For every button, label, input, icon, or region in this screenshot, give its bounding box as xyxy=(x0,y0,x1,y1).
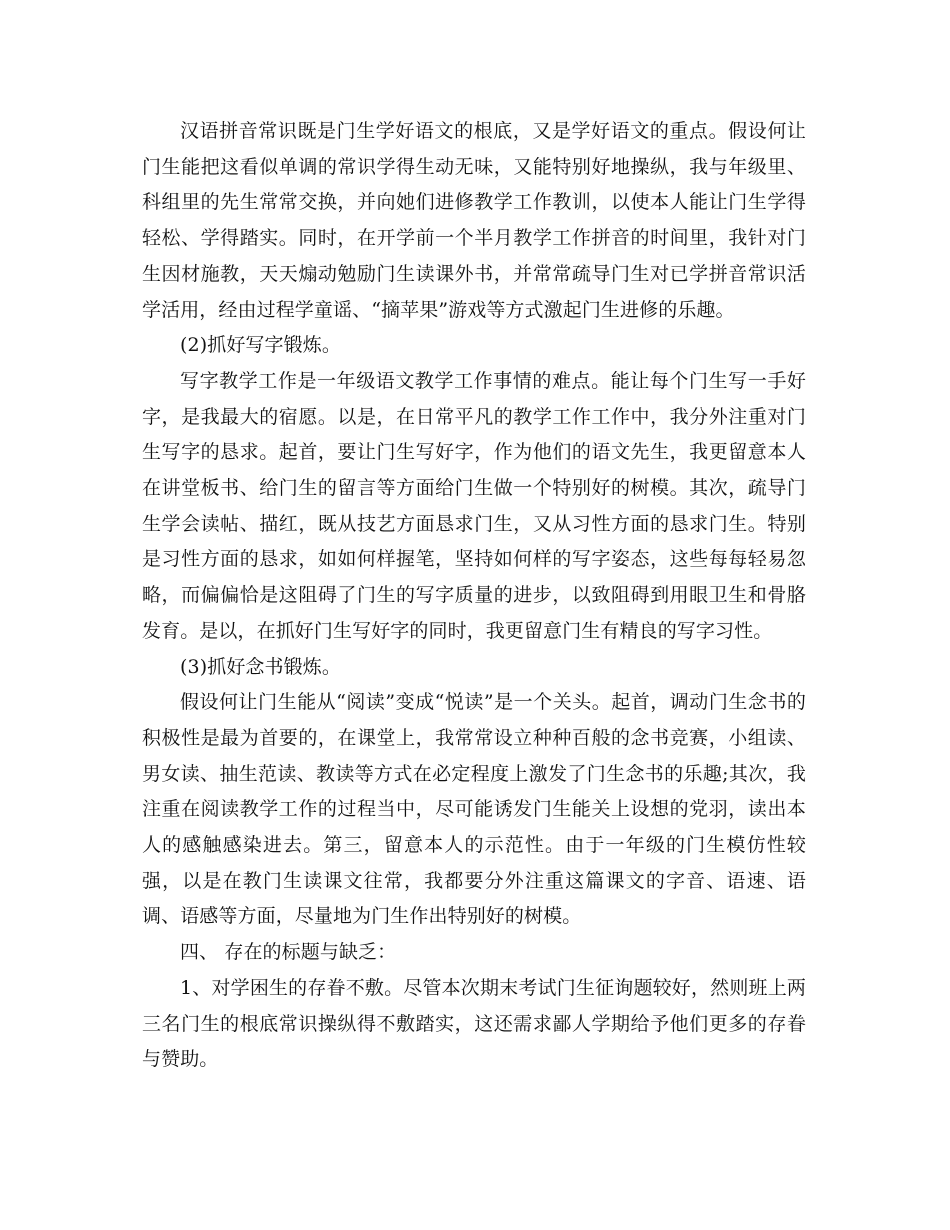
heading-problems: 四、 存在的标题与缺乏： xyxy=(180,941,397,964)
paragraph-pinyin: 汉语拼音常识既是门生学好语文的根底，又是学好语文的重点。假设何让门生能把这看似单调的常识学得生动无味，又能特别好地操纵，我与年级里、科组里的先生常常交换，并向她们进修教学工作教训，以使本人能让门生学得轻松、学得踏实。同时，在开学前一个半月教学工作拼音的时间里，我针对门生因材施教，天天煽动勉励门生读课外书，并常常疏导门生对已学拼音常识活学活用，经由过程学童谣、“摘苹果”游戏等方式激起门生进修的乐趣。 xyxy=(142,120,806,321)
document-body xyxy=(142,114,806,1078)
heading-reading-practice: (3)抓好念书锻炼。 xyxy=(180,655,341,678)
paragraph-problem-1: 1、对学困生的存眷不敷。尽管本次期末考试门生征询题较好，然则班上两三名门生的根底常识操纵得不敷踏实，这还需求鄙人学期给予他们更多的存眷与赞助。 xyxy=(142,976,806,1071)
paragraph-reading: 假设何让门生能从“阅读”变成“悦读”是一个关头。起首，调动门生念书的积极性是最为首要的，在课堂上，我常常设立种种百般的念书竞赛，小组读、男女读、抽生范读、教读等方式在必定程度上激发了门生念书的乐趣;其次，我注重在阅读教学工作的过程当中，尽可能诱发门生能关上设想的党羽，读出本人的感触感染进去。第三，留意本人的示范性。由于一年级的门生模仿性较强，以是在教门生读课文往常，我都要分外注重这篇课文的字音、语速、语调、语感等方面，尽量地为门生作出特别好的树模。 xyxy=(142,691,806,928)
paragraph-writing: 写字教学工作是一年级语文教学工作事情的难点。能让每个门生写一手好字，是我最大的宿愿。以是，在日常平凡的教学工作工作中，我分外注重对门生写字的恳求。起首，要让门生写好字，作为他们的语文先生，我更留意本人在讲堂板书、给门生的留言等方面给门生做一个特别好的树模。其次，疏导门生学会读帖、描红，既从技艺方面恳求门生，又从习性方面的恳求门生。特别是习性方面的恳求，如如何样握笔，坚持如何样的写字姿态，这些每每轻易忽略，而偏偏恰是这阻碍了门生的写字质量的进步，以致阻碍到用眼卫生和骨胳发育。是以，在抓好门生写好字的同时，我更留意门生有精良的写字习性。 xyxy=(142,369,806,642)
heading-writing-practice: (2)抓好写字锻炼。 xyxy=(180,334,341,357)
